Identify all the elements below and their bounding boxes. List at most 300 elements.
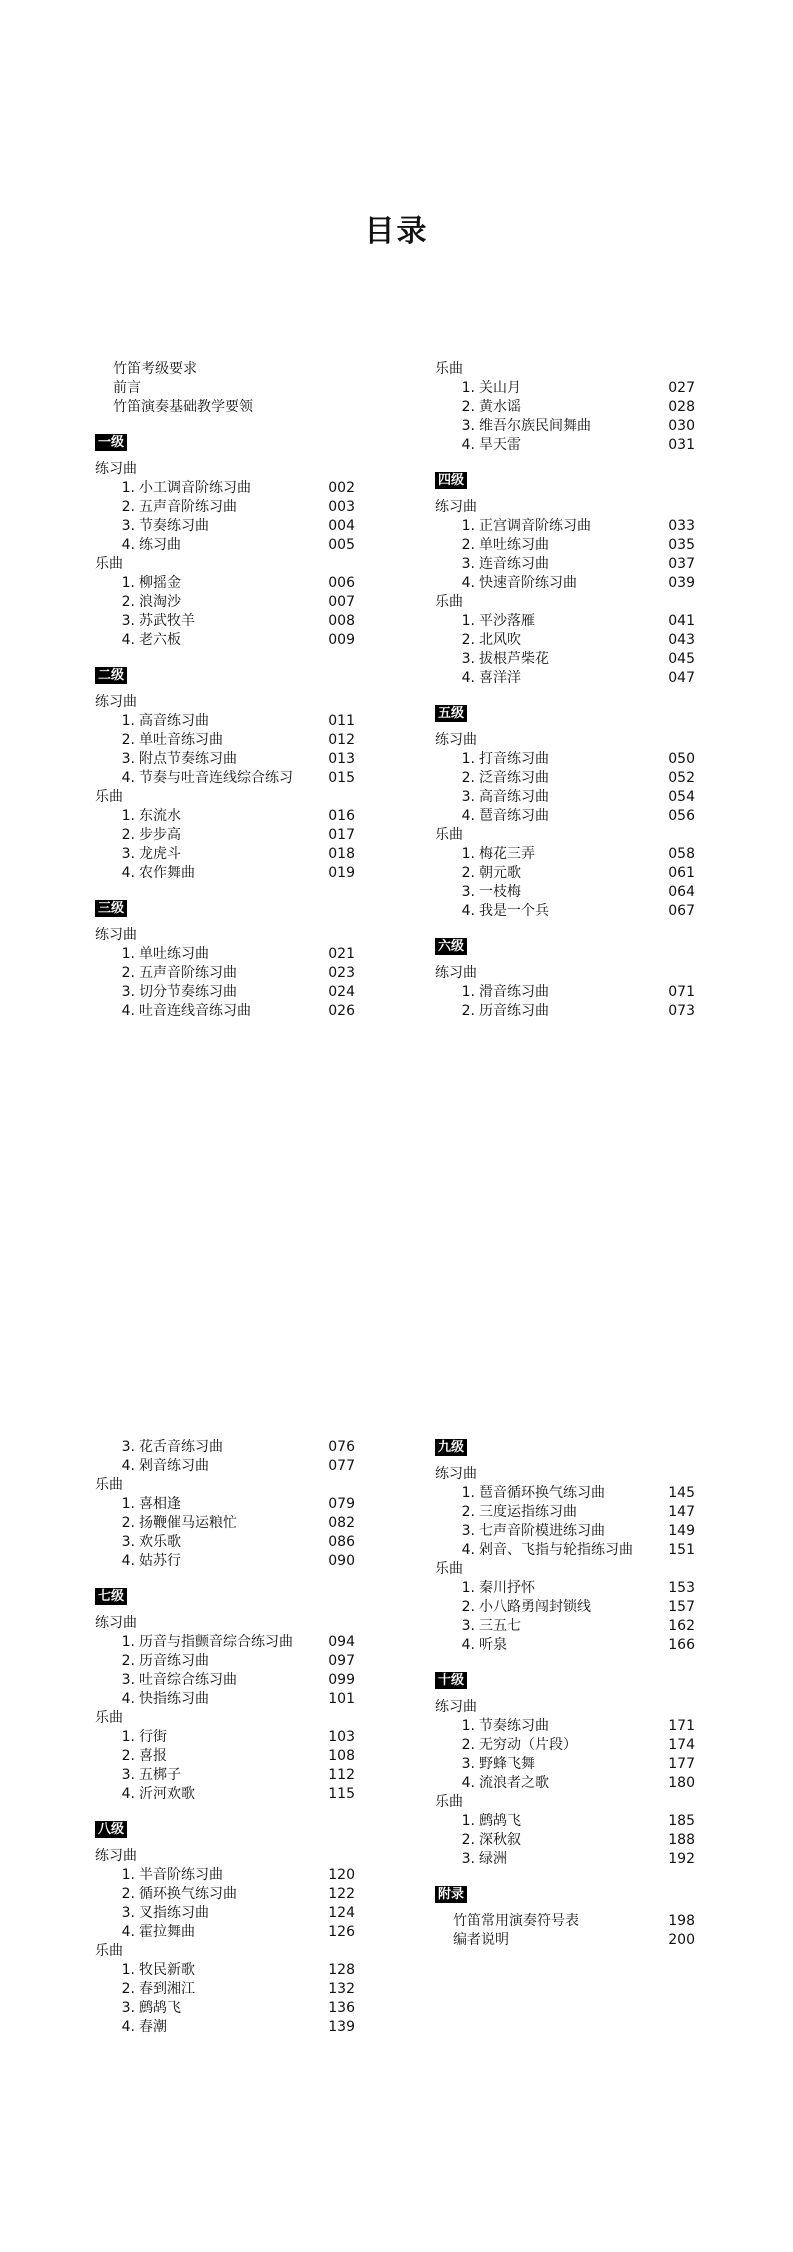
entry-title: 农作舞曲 — [139, 865, 195, 881]
entry-page-number: 023 — [328, 965, 355, 981]
toc-entry[interactable] — [95, 1002, 355, 1021]
toc-entry[interactable] — [435, 574, 695, 593]
toc-entry[interactable] — [95, 826, 355, 845]
toc-entry[interactable] — [435, 1522, 695, 1541]
toc-entry[interactable] — [435, 398, 695, 417]
toc-entry[interactable] — [95, 1495, 355, 1514]
front-matter-entry[interactable]: 竹笛考级要求 — [113, 361, 197, 377]
toc-entry[interactable] — [435, 1774, 695, 1793]
section-label: 乐曲 — [95, 1943, 123, 1959]
entry-title: 五声音阶练习曲 — [139, 499, 237, 515]
entry-page-number: 052 — [668, 770, 695, 786]
entry-page-number: 124 — [328, 1905, 355, 1921]
entry-page-number: 056 — [668, 808, 695, 824]
entry-title: 单吐音练习曲 — [139, 732, 223, 748]
entry-title: 竹笛常用演奏符号表 — [453, 1913, 579, 1929]
toc-entry[interactable] — [435, 379, 695, 398]
entry-number: 2. — [121, 499, 135, 515]
entry-number: 3. — [461, 418, 475, 434]
entry-title: 节奏与吐音连线综合练习 — [139, 770, 293, 786]
entry-number: 3. — [461, 884, 475, 900]
entry-number: 3. — [121, 984, 135, 1000]
entry-title: 打音练习曲 — [479, 751, 549, 767]
entry-number: 1. — [461, 1485, 475, 1501]
entry-page-number: 037 — [668, 556, 695, 572]
entry-page-number: 099 — [328, 1672, 355, 1688]
entry-page-number: 126 — [328, 1924, 355, 1940]
entry-page-number: 174 — [668, 1737, 695, 1753]
toc-entry[interactable] — [435, 807, 695, 826]
entry-number: 3. — [121, 518, 135, 534]
entry-page-number: 122 — [328, 1886, 355, 1902]
entry-number: 2. — [461, 1003, 475, 1019]
toc-entry[interactable] — [435, 1617, 695, 1636]
entry-number: 1. — [461, 613, 475, 629]
level-heading — [95, 1820, 355, 1839]
entry-number: 2. — [461, 1832, 475, 1848]
entry-title: 霍拉舞曲 — [139, 1924, 195, 1940]
toc-entry[interactable] — [95, 1438, 355, 1457]
entry-number: 2. — [121, 827, 135, 843]
entry-page-number: 200 — [668, 1932, 695, 1948]
entry-page-number: 024 — [328, 984, 355, 1000]
section-label: 乐曲 — [435, 361, 463, 377]
entry-number: 3. — [121, 1672, 135, 1688]
entry-title: 七声音阶模进练习曲 — [479, 1523, 605, 1539]
entry-title: 编者说明 — [453, 1932, 509, 1948]
entry-page-number: 180 — [668, 1775, 695, 1791]
entry-number: 1. — [461, 846, 475, 862]
entry-title: 东流水 — [139, 808, 181, 824]
entry-number: 4. — [121, 1924, 135, 1940]
toc-entry[interactable] — [435, 750, 695, 769]
toc-column-page2-left — [95, 1438, 355, 2037]
entry-page-number: 157 — [668, 1599, 695, 1615]
entry-title: 浪淘沙 — [139, 594, 181, 610]
entry-page-number: 166 — [668, 1637, 695, 1653]
entry-title: 黄水谣 — [479, 399, 521, 415]
toc-entry[interactable] — [95, 1999, 355, 2018]
toc-entry[interactable] — [95, 1866, 355, 1885]
toc-entry[interactable] — [435, 612, 695, 631]
entry-title: 无穷动（片段） — [479, 1737, 577, 1753]
toc-entry[interactable] — [435, 1579, 695, 1598]
entry-number: 2. — [121, 1981, 135, 1997]
toc-entry[interactable] — [435, 1717, 695, 1736]
entry-title: 拔根芦柴花 — [479, 651, 549, 667]
toc-entry[interactable] — [95, 1885, 355, 1904]
entry-title: 历音练习曲 — [139, 1653, 209, 1669]
entry-number: 3. — [121, 2000, 135, 2016]
toc-entry[interactable] — [435, 555, 695, 574]
toc-entry[interactable] — [435, 631, 695, 650]
toc-entry[interactable] — [95, 574, 355, 593]
toc-entry[interactable] — [95, 498, 355, 517]
level-heading — [435, 1438, 695, 1457]
entry-title: 春到湘江 — [139, 1981, 195, 1997]
section-label: 练习曲 — [95, 461, 137, 477]
entry-title: 琶音循环换气练习曲 — [479, 1485, 605, 1501]
section-label: 乐曲 — [435, 827, 463, 843]
entry-title: 鹧鸪飞 — [139, 2000, 181, 2016]
toc-entry[interactable] — [95, 593, 355, 612]
entry-page-number: 185 — [668, 1813, 695, 1829]
entry-page-number: 007 — [328, 594, 355, 610]
entry-page-number: 006 — [328, 575, 355, 591]
entry-title: 喜相逢 — [139, 1496, 181, 1512]
entry-number: 3. — [121, 846, 135, 862]
toc-entry[interactable] — [435, 902, 695, 921]
toc-entry[interactable] — [435, 650, 695, 669]
entry-page-number: 011 — [328, 713, 355, 729]
entry-title: 龙虎斗 — [139, 846, 181, 862]
entry-page-number: 067 — [668, 903, 695, 919]
entry-page-number: 128 — [328, 1962, 355, 1978]
entry-title: 泛音练习曲 — [479, 770, 549, 786]
entry-page-number: 136 — [328, 2000, 355, 2016]
entry-title: 关山月 — [479, 380, 521, 396]
entry-page-number: 041 — [668, 613, 695, 629]
entry-title: 苏武牧羊 — [139, 613, 195, 629]
toc-entry[interactable] — [95, 612, 355, 631]
level-badge: 九级 — [435, 1439, 467, 1456]
toc-entry[interactable] — [435, 1484, 695, 1503]
entry-number: 1. — [121, 1634, 135, 1650]
toc-entry[interactable] — [95, 769, 355, 788]
entry-page-number: 077 — [328, 1458, 355, 1474]
entry-page-number: 061 — [668, 865, 695, 881]
entry-title: 梅花三弄 — [479, 846, 535, 862]
entry-title: 剁音、飞指与轮指练习曲 — [479, 1542, 633, 1558]
entry-number: 4. — [461, 437, 475, 453]
section-label: 练习曲 — [95, 694, 137, 710]
entry-page-number: 012 — [328, 732, 355, 748]
toc-entry[interactable] — [95, 1690, 355, 1709]
entry-page-number: 171 — [668, 1718, 695, 1734]
entry-number: 3. — [461, 556, 475, 572]
entry-title: 节奏练习曲 — [139, 518, 209, 534]
toc-entry[interactable] — [95, 1904, 355, 1923]
entry-title: 剁音练习曲 — [139, 1458, 209, 1474]
level-badge: 七级 — [95, 1588, 127, 1605]
entry-page-number: 058 — [668, 846, 695, 862]
entry-page-number: 035 — [668, 537, 695, 553]
section-label: 练习曲 — [95, 927, 137, 943]
entry-page-number: 101 — [328, 1691, 355, 1707]
entry-title: 半音阶练习曲 — [139, 1867, 223, 1883]
entry-title: 小八路勇闯封锁线 — [479, 1599, 591, 1615]
entry-page-number: 026 — [328, 1003, 355, 1019]
entry-number: 3. — [121, 1767, 135, 1783]
toc-entry[interactable] — [95, 1747, 355, 1766]
toc-column-page2-right — [435, 1438, 695, 1950]
toc-entry[interactable] — [95, 1652, 355, 1671]
entry-title: 牧民新歌 — [139, 1962, 195, 1978]
entry-title: 滑音练习曲 — [479, 984, 549, 1000]
entry-page-number: 013 — [328, 751, 355, 767]
entry-page-number: 005 — [328, 537, 355, 553]
entry-page-number: 097 — [328, 1653, 355, 1669]
toc-entry[interactable] — [95, 731, 355, 750]
toc-entry[interactable] — [95, 964, 355, 983]
toc-entry[interactable] — [95, 1552, 355, 1571]
entry-title: 三度运指练习曲 — [479, 1504, 577, 1520]
level-badge: 二级 — [95, 667, 127, 684]
entry-page-number: 120 — [328, 1867, 355, 1883]
section-label: 乐曲 — [95, 556, 123, 572]
section-label: 练习曲 — [95, 1615, 137, 1631]
entry-number: 4. — [121, 1786, 135, 1802]
entry-title: 叉指练习曲 — [139, 1905, 209, 1921]
toc-entry[interactable] — [435, 517, 695, 536]
entry-page-number: 076 — [328, 1439, 355, 1455]
toc-entry[interactable] — [95, 750, 355, 769]
entry-title: 欢乐歌 — [139, 1534, 181, 1550]
toc-entry[interactable] — [95, 517, 355, 536]
entry-page-number: 045 — [668, 651, 695, 667]
toc-entry[interactable] — [95, 1671, 355, 1690]
toc-entry[interactable] — [95, 945, 355, 964]
entry-title: 花舌音练习曲 — [139, 1439, 223, 1455]
entry-title: 连音练习曲 — [479, 556, 549, 572]
entry-number: 1. — [121, 480, 135, 496]
level-heading — [435, 471, 695, 490]
toc-entry[interactable] — [95, 631, 355, 650]
entry-title: 春潮 — [139, 2019, 167, 2035]
entry-title: 历音与指颤音综合练习曲 — [139, 1634, 293, 1650]
toc-entry[interactable] — [435, 1755, 695, 1774]
entry-page-number: 115 — [328, 1786, 355, 1802]
entry-title: 一枝梅 — [479, 884, 521, 900]
entry-number: 4. — [461, 1637, 475, 1653]
entry-number: 1. — [461, 1718, 475, 1734]
toc-entry[interactable] — [435, 1541, 695, 1560]
level-badge: 八级 — [95, 1821, 127, 1838]
front-matter-entry[interactable]: 竹笛演奏基础教学要领 — [113, 399, 253, 415]
entry-number: 3. — [121, 1534, 135, 1550]
entry-page-number: 198 — [668, 1913, 695, 1929]
toc-column-page1-right — [435, 360, 695, 1021]
toc-entry[interactable] — [435, 1812, 695, 1831]
entry-page-number: 086 — [328, 1534, 355, 1550]
toc-entry[interactable] — [435, 983, 695, 1002]
entry-page-number: 147 — [668, 1504, 695, 1520]
entry-page-number: 009 — [328, 632, 355, 648]
entry-number: 2. — [461, 1504, 475, 1520]
entry-title: 附点节奏练习曲 — [139, 751, 237, 767]
entry-title: 北风吹 — [479, 632, 521, 648]
appendix-entry[interactable] — [435, 1931, 695, 1950]
entry-title: 喜报 — [139, 1748, 167, 1764]
entry-number: 4. — [461, 1775, 475, 1791]
toc-entry[interactable] — [435, 1831, 695, 1850]
toc-entry[interactable] — [95, 1633, 355, 1652]
entry-number: 1. — [121, 1867, 135, 1883]
entry-number: 4. — [121, 2019, 135, 2035]
toc-entry[interactable] — [95, 2018, 355, 2037]
level-heading — [95, 666, 355, 685]
entry-number: 2. — [461, 1599, 475, 1615]
entry-number: 4. — [461, 808, 475, 824]
entry-title: 五声音阶练习曲 — [139, 965, 237, 981]
entry-page-number: 019 — [328, 865, 355, 881]
level-badge: 一级 — [95, 434, 127, 451]
entry-number: 1. — [121, 1496, 135, 1512]
toc-entry[interactable] — [95, 807, 355, 826]
toc-entry[interactable] — [95, 536, 355, 555]
entry-page-number: 073 — [668, 1003, 695, 1019]
toc-entry[interactable] — [435, 1002, 695, 1021]
appendix-heading — [435, 1885, 695, 1904]
toc-entry[interactable] — [435, 1636, 695, 1655]
toc-entry[interactable] — [95, 1961, 355, 1980]
toc-entry[interactable] — [95, 1980, 355, 1999]
entry-title: 节奏练习曲 — [479, 1718, 549, 1734]
entry-page-number: 149 — [668, 1523, 695, 1539]
toc-entry[interactable] — [435, 883, 695, 902]
entry-page-number: 082 — [328, 1515, 355, 1531]
entry-number: 1. — [461, 518, 475, 534]
entry-number: 3. — [461, 1523, 475, 1539]
entry-page-number: 028 — [668, 399, 695, 415]
entry-title: 快速音阶练习曲 — [479, 575, 577, 591]
toc-entry[interactable] — [435, 864, 695, 883]
section-label: 练习曲 — [435, 732, 477, 748]
front-matter-entry[interactable]: 前言 — [113, 380, 141, 396]
entry-page-number: 132 — [328, 1981, 355, 1997]
entry-page-number: 071 — [668, 984, 695, 1000]
entry-number: 4. — [461, 575, 475, 591]
entry-title: 绿洲 — [479, 1851, 507, 1867]
entry-page-number: 003 — [328, 499, 355, 515]
entry-title: 柳摇金 — [139, 575, 181, 591]
entry-number: 4. — [121, 1553, 135, 1569]
toc-entry[interactable] — [95, 479, 355, 498]
entry-title: 三五七 — [479, 1618, 521, 1634]
toc-entry[interactable] — [435, 788, 695, 807]
entry-number: 4. — [461, 670, 475, 686]
toc-entry[interactable] — [95, 1923, 355, 1942]
level-badge: 五级 — [435, 705, 467, 722]
level-heading — [435, 704, 695, 723]
toc-entry[interactable] — [435, 536, 695, 555]
entry-number: 3. — [121, 613, 135, 629]
toc-entry[interactable] — [95, 1785, 355, 1804]
entry-page-number: 027 — [668, 380, 695, 396]
entry-page-number: 004 — [328, 518, 355, 534]
entry-title: 吐音综合练习曲 — [139, 1672, 237, 1688]
toc-entry[interactable] — [95, 1728, 355, 1747]
entry-number: 4. — [121, 632, 135, 648]
entry-page-number: 047 — [668, 670, 695, 686]
toc-entry[interactable] — [435, 1503, 695, 1522]
toc-entry[interactable] — [95, 845, 355, 864]
toc-entry[interactable] — [435, 436, 695, 455]
entry-number: 1. — [121, 1729, 135, 1745]
entry-title: 老六板 — [139, 632, 181, 648]
entry-page-number: 002 — [328, 480, 355, 496]
entry-number: 3. — [121, 1439, 135, 1455]
entry-title: 平沙落雁 — [479, 613, 535, 629]
entry-page-number: 030 — [668, 418, 695, 434]
entry-number: 4. — [121, 770, 135, 786]
toc-entry[interactable] — [435, 1598, 695, 1617]
entry-title: 步步高 — [139, 827, 181, 843]
section-label: 练习曲 — [95, 1848, 137, 1864]
section-label: 乐曲 — [95, 1710, 123, 1726]
entry-title: 我是一个兵 — [479, 903, 549, 919]
appendix-entry[interactable] — [435, 1912, 695, 1931]
section-label: 练习曲 — [435, 1699, 477, 1715]
entry-number: 4. — [121, 537, 135, 553]
entry-page-number: 103 — [328, 1729, 355, 1745]
entry-number: 3. — [461, 789, 475, 805]
toc-entry[interactable] — [435, 669, 695, 688]
toc-entry[interactable] — [435, 769, 695, 788]
entry-number: 2. — [121, 1515, 135, 1531]
entry-number: 4. — [121, 1691, 135, 1707]
toc-column-page1-left — [95, 360, 355, 1021]
toc-entry[interactable] — [95, 1766, 355, 1785]
entry-page-number: 145 — [668, 1485, 695, 1501]
entry-page-number: 043 — [668, 632, 695, 648]
toc-entry[interactable] — [435, 1850, 695, 1869]
toc-entry[interactable] — [435, 1736, 695, 1755]
entry-number: 4. — [461, 1542, 475, 1558]
toc-entry[interactable] — [95, 1457, 355, 1476]
section-label: 乐曲 — [95, 789, 123, 805]
entry-page-number: 090 — [328, 1553, 355, 1569]
entry-number: 4. — [121, 865, 135, 881]
section-label: 练习曲 — [435, 499, 477, 515]
entry-number: 2. — [461, 1737, 475, 1753]
entry-page-number: 108 — [328, 1748, 355, 1764]
entry-page-number: 079 — [328, 1496, 355, 1512]
entry-title: 历音练习曲 — [479, 1003, 549, 1019]
toc-entry[interactable] — [435, 417, 695, 436]
entry-number: 2. — [121, 965, 135, 981]
entry-page-number: 153 — [668, 1580, 695, 1596]
entry-number: 3. — [461, 651, 475, 667]
entry-title: 五梆子 — [139, 1767, 181, 1783]
entry-number: 2. — [461, 632, 475, 648]
entry-title: 鹧鸪飞 — [479, 1813, 521, 1829]
entry-title: 扬鞭催马运粮忙 — [139, 1515, 237, 1531]
entry-title: 行街 — [139, 1729, 167, 1745]
level-heading — [95, 1587, 355, 1606]
entry-number: 1. — [121, 946, 135, 962]
entry-page-number: 018 — [328, 846, 355, 862]
toc-entry[interactable] — [95, 1514, 355, 1533]
section-label: 练习曲 — [435, 1466, 477, 1482]
toc-entry[interactable] — [95, 1533, 355, 1552]
toc-entry[interactable] — [95, 864, 355, 883]
entry-number: 2. — [461, 770, 475, 786]
entry-title: 单吐练习曲 — [479, 537, 549, 553]
toc-entry[interactable] — [95, 712, 355, 731]
entry-title: 琶音练习曲 — [479, 808, 549, 824]
entry-page-number: 094 — [328, 1634, 355, 1650]
toc-entry[interactable] — [95, 983, 355, 1002]
level-badge: 三级 — [95, 900, 127, 917]
toc-entry[interactable] — [435, 845, 695, 864]
entry-page-number: 033 — [668, 518, 695, 534]
level-badge: 六级 — [435, 938, 467, 955]
entry-number: 1. — [121, 575, 135, 591]
entry-number: 3. — [461, 1756, 475, 1772]
section-label: 乐曲 — [435, 1794, 463, 1810]
entry-title: 练习曲 — [139, 537, 181, 553]
